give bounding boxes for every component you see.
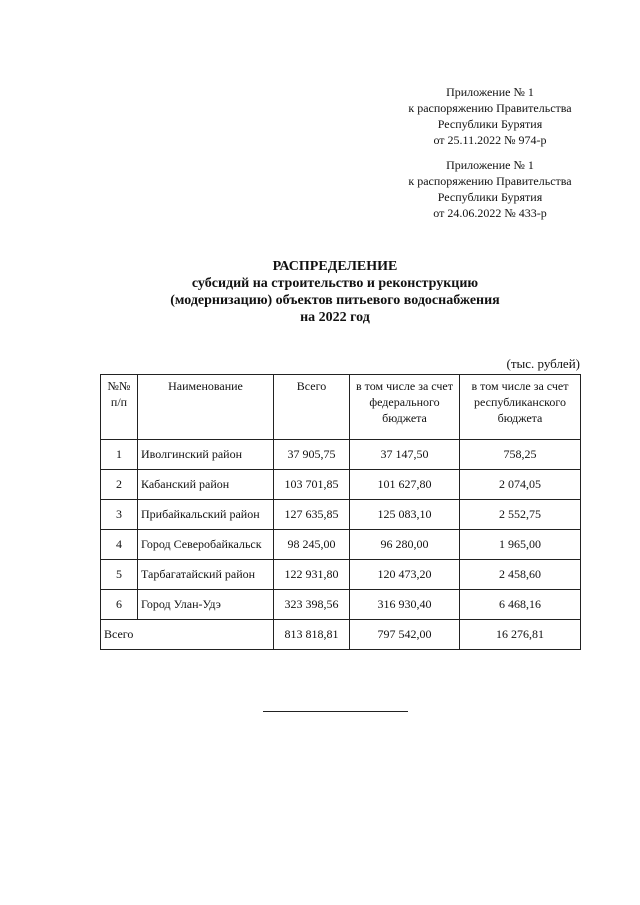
appendix-order-ref: к распоряжению Правительства — [408, 101, 572, 115]
row-total: 122 931,80 — [274, 560, 350, 590]
row-name: Иволгинский район — [138, 440, 274, 470]
appendix-republic: Республики Бурятия — [437, 117, 543, 131]
row-number: 2 — [101, 470, 138, 500]
table-row — [101, 560, 581, 590]
row-name: Город Северобайкальск — [138, 530, 274, 560]
row-federal: 120 473,20 — [350, 560, 460, 590]
appendix-date-number: от 24.06.2022 № 433-р — [433, 206, 547, 220]
total-sum: 813 818,81 — [274, 620, 350, 650]
row-number: 6 — [101, 590, 138, 620]
header-republic: в том числе за счет республиканского бюджета — [460, 375, 581, 440]
row-federal: 37 147,50 — [350, 440, 460, 470]
end-of-document-line — [263, 711, 408, 712]
row-number: 3 — [101, 500, 138, 530]
table-row — [101, 530, 581, 560]
table-row — [101, 440, 581, 470]
row-name: Кабанский район — [138, 470, 274, 500]
total-federal: 797 542,00 — [350, 620, 460, 650]
table-total-row — [101, 620, 581, 650]
row-federal: 96 280,00 — [350, 530, 460, 560]
table-row — [101, 470, 581, 500]
row-name: Город Улан-Удэ — [138, 590, 274, 620]
header-number: №№ п/п — [101, 375, 138, 440]
row-federal: 316 930,40 — [350, 590, 460, 620]
appendix-date-number: от 25.11.2022 № 974-р — [433, 133, 547, 147]
header-total: Всего — [274, 375, 350, 440]
row-name: Прибайкальский район — [138, 500, 274, 530]
distribution-table — [100, 374, 581, 650]
title-line-4: на 2022 год — [300, 310, 370, 325]
title-line-1: РАСПРЕДЕЛЕНИЕ — [272, 259, 398, 274]
appendix-republic: Республики Бурятия — [437, 190, 543, 204]
row-federal: 125 083,10 — [350, 500, 460, 530]
row-republic: 2 552,75 — [460, 500, 581, 530]
appendix-header-previous — [380, 157, 600, 221]
row-name: Тарбагатайский район — [138, 560, 274, 590]
row-total: 323 398,56 — [274, 590, 350, 620]
row-republic: 1 965,00 — [460, 530, 581, 560]
appendix-title: Приложение № 1 — [446, 85, 534, 99]
total-republic: 16 276,81 — [460, 620, 581, 650]
header-name: Наименование — [138, 375, 274, 440]
table-row — [101, 590, 581, 620]
row-republic: 2 074,05 — [460, 470, 581, 500]
total-label: Всего — [101, 620, 274, 650]
row-total: 103 701,85 — [274, 470, 350, 500]
title-line-2: субсидий на строительство и реконструкцию — [191, 276, 479, 291]
row-republic: 6 468,16 — [460, 590, 581, 620]
row-federal: 101 627,80 — [350, 470, 460, 500]
row-republic: 758,25 — [460, 440, 581, 470]
table-row — [101, 500, 581, 530]
table-header-row — [101, 375, 581, 440]
row-total: 37 905,75 — [274, 440, 350, 470]
row-total: 98 245,00 — [274, 530, 350, 560]
appendix-title: Приложение № 1 — [446, 158, 534, 172]
appendix-order-ref: к распоряжению Правительства — [408, 174, 572, 188]
row-republic: 2 458,60 — [460, 560, 581, 590]
header-federal: в том числе за счет федерального бюджета — [350, 375, 460, 440]
title-line-3: (модернизацию) объектов питьевого водоснабжения — [170, 293, 500, 308]
row-number: 4 — [101, 530, 138, 560]
units-label: (тыс. рублей) — [506, 356, 580, 371]
document-title — [100, 258, 570, 326]
appendix-header-current — [380, 84, 600, 148]
row-number: 1 — [101, 440, 138, 470]
row-total: 127 635,85 — [274, 500, 350, 530]
row-number: 5 — [101, 560, 138, 590]
